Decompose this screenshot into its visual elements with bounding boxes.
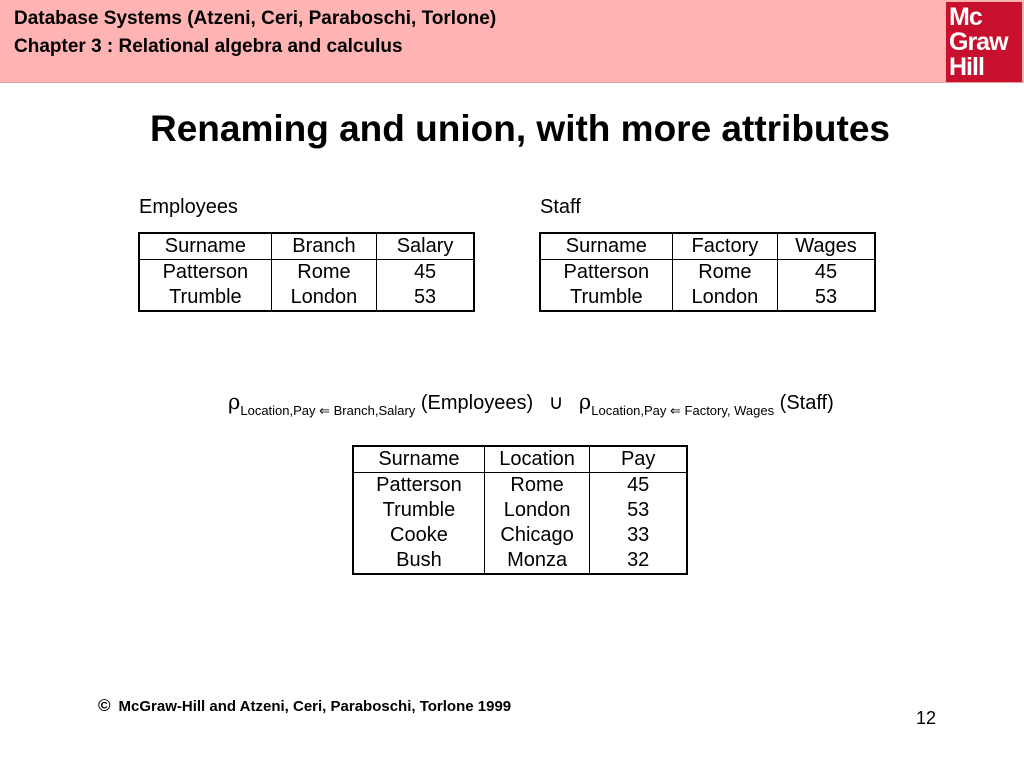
table-row: [353, 498, 687, 523]
table-cell: 33: [590, 523, 687, 548]
table-header-row: [139, 233, 474, 260]
table-cell: Rome: [484, 473, 590, 499]
table-row: [540, 260, 875, 286]
table-row: [139, 285, 474, 311]
column-header: Branch: [271, 233, 376, 260]
column-header: Factory: [672, 233, 777, 260]
union-operator: ∪: [548, 392, 564, 414]
table-header-row: [353, 446, 687, 473]
result-table: [352, 445, 688, 575]
header-chapter-title: Chapter 3 : Relational algebra and calculus: [14, 36, 403, 57]
table-header-row: [540, 233, 875, 260]
table-cell: 45: [377, 260, 474, 286]
table-cell: Patterson: [139, 260, 271, 286]
logo-line: Graw: [949, 28, 1008, 56]
table-cell: Monza: [484, 548, 590, 574]
table-row: [353, 473, 687, 499]
mcgraw-hill-logo: [946, 2, 1022, 82]
header-book-title: Database Systems (Atzeni, Ceri, Paraboschi, Torlone): [14, 8, 497, 29]
copyright-icon: ©: [98, 696, 111, 715]
table-cell: Rome: [271, 260, 376, 286]
table-cell: Patterson: [353, 473, 484, 499]
table-cell: 32: [590, 548, 687, 574]
table-cell: Bush: [353, 548, 484, 574]
expression-operand: (Employees): [420, 392, 534, 414]
table-cell: Trumble: [139, 285, 271, 311]
table-cell: 53: [778, 285, 875, 311]
table-cell: Trumble: [540, 285, 672, 311]
column-header: Wages: [778, 233, 875, 260]
table-cell: London: [484, 498, 590, 523]
column-header: Location: [484, 446, 590, 473]
staff-label: Staff: [540, 196, 581, 218]
table-cell: London: [271, 285, 376, 311]
column-header: Surname: [353, 446, 484, 473]
slide-header: [0, 0, 1024, 83]
table-cell: 53: [590, 498, 687, 523]
rho-symbol: ρ: [578, 390, 592, 414]
table-row: [540, 285, 875, 311]
table-cell: 53: [377, 285, 474, 311]
table-row: [353, 548, 687, 574]
slide-title: Renaming and union, with more attributes: [149, 108, 891, 149]
table-cell: Rome: [672, 260, 777, 286]
table-cell: Cooke: [353, 523, 484, 548]
table-cell: Chicago: [484, 523, 590, 548]
slide-footer: [98, 696, 511, 716]
table-cell: 45: [778, 260, 875, 286]
column-header: Surname: [540, 233, 672, 260]
logo-line: Hill: [949, 53, 984, 81]
rename-subscript: Location,Pay ⇐ Factory, Wages: [591, 403, 775, 418]
rename-subscript: Location,Pay ⇐ Branch,Salary: [240, 403, 416, 418]
relational-algebra-expression: [228, 390, 834, 418]
staff-table: [539, 232, 876, 312]
column-header: Surname: [139, 233, 271, 260]
column-header: Pay: [590, 446, 687, 473]
expression-operand: (Staff): [779, 392, 834, 414]
employees-table: [138, 232, 475, 312]
employees-label: Employees: [139, 196, 238, 218]
table-cell: Patterson: [540, 260, 672, 286]
table-cell: London: [672, 285, 777, 311]
page-number: 12: [916, 708, 937, 728]
table-cell: Trumble: [353, 498, 484, 523]
table-row: [353, 523, 687, 548]
rho-symbol: ρ: [228, 390, 241, 414]
logo-line: Mc: [949, 3, 982, 31]
table-row: [139, 260, 474, 286]
column-header: Salary: [377, 233, 474, 260]
footer-text: McGraw-Hill and Atzeni, Ceri, Paraboschi, Torlone 1999: [118, 698, 512, 715]
table-cell: 45: [590, 473, 687, 499]
